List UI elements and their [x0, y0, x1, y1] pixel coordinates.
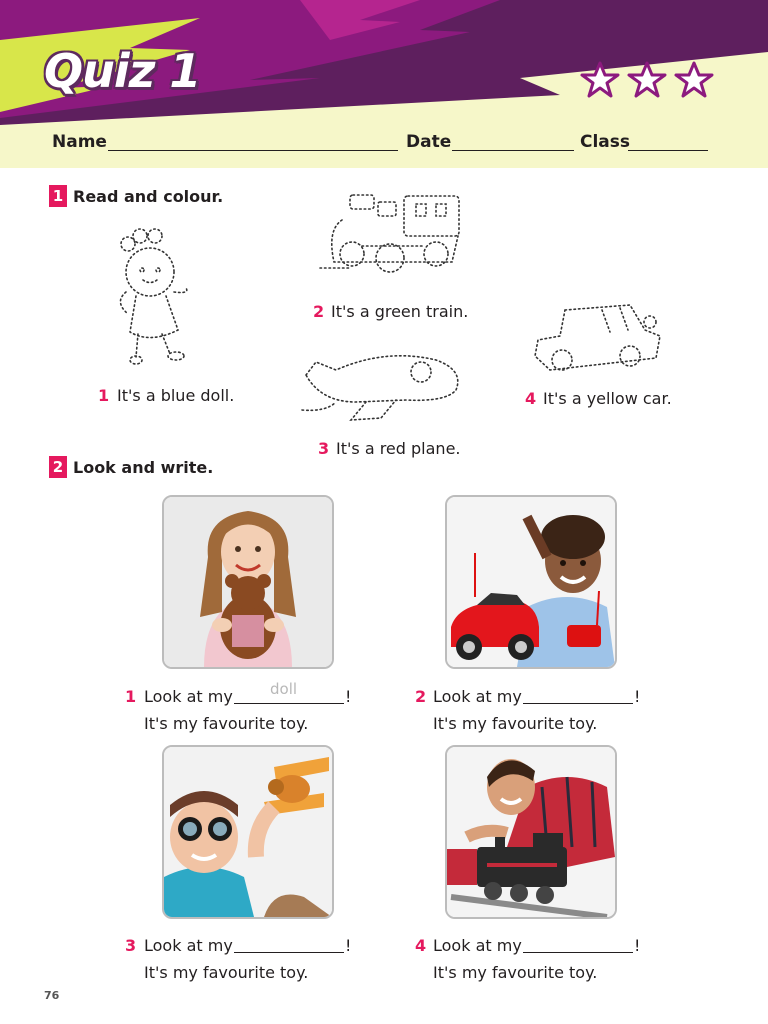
star-icon	[674, 60, 714, 100]
ex2-item-4-prompt: Look at my	[433, 936, 522, 955]
class-field[interactable]	[628, 150, 708, 151]
ex1-item-2-number: 2	[313, 302, 325, 321]
ex1-item-1-number: 1	[98, 386, 110, 405]
ex2-item-3-prompt: Look at my	[144, 936, 233, 955]
ex1-item-3-text: It's a red plane.	[336, 439, 461, 458]
ex1-item-4-number: 4	[525, 389, 537, 408]
ex2-item-2-end: !	[634, 687, 641, 706]
ex2-item-2-number: 2	[415, 687, 427, 706]
exercise-1-number: 1	[49, 185, 67, 207]
ex2-item-2-prompt: Look at my	[433, 687, 522, 706]
ex1-item-4-text: It's a yellow car.	[543, 389, 672, 408]
exercise-2-number: 2	[49, 456, 67, 478]
child-with-plane-photo	[162, 745, 334, 919]
boy-with-train-photo	[445, 745, 617, 919]
class-label: Class	[580, 132, 631, 152]
ex2-item-4-answer-field[interactable]	[523, 952, 633, 953]
exercise-2-instruction: Look and write.	[73, 458, 214, 477]
ex2-item-2-answer-field[interactable]	[523, 703, 633, 704]
ex1-item-1-text: It's a blue doll.	[117, 386, 235, 405]
name-label: Name	[52, 132, 107, 152]
ex2-item-4-end: !	[634, 936, 641, 955]
ex2-item-1-number: 1	[125, 687, 137, 706]
ex1-item-3-number: 3	[318, 439, 330, 458]
ex2-item-3-line2: It's my favourite toy.	[144, 963, 309, 982]
ex2-item-4-line2: It's my favourite toy.	[433, 963, 598, 982]
doll-outline-icon[interactable]	[100, 222, 210, 372]
ex2-item-3-end: !	[345, 936, 352, 955]
name-field[interactable]	[108, 150, 398, 151]
date-label: Date	[406, 132, 452, 152]
exercise-1-instruction: Read and colour.	[73, 187, 224, 206]
ex2-item-4-number: 4	[415, 936, 427, 955]
girl-with-doll-photo	[162, 495, 334, 669]
car-outline-icon[interactable]	[530, 300, 665, 382]
ex2-item-2-line2: It's my favourite toy.	[433, 714, 598, 733]
quiz-title: Quiz 1	[44, 44, 201, 98]
ex2-item-1-line2: It's my favourite toy.	[144, 714, 309, 733]
ex2-item-1-prompt: Look at my	[144, 687, 233, 706]
star-icon	[580, 60, 620, 100]
ex2-item-1-answer-field[interactable]	[234, 703, 344, 704]
ex2-item-3-answer-field[interactable]	[234, 952, 344, 953]
train-outline-icon[interactable]	[312, 190, 467, 290]
boy-with-red-car-photo	[445, 495, 617, 669]
ex2-item-1-end: !	[345, 687, 352, 706]
plane-outline-icon[interactable]	[296, 340, 471, 425]
page-number: 76	[44, 989, 60, 1002]
ex2-item-3-number: 3	[125, 936, 137, 955]
star-icon	[627, 60, 667, 100]
ex1-item-2-text: It's a green train.	[331, 302, 469, 321]
ex2-item-1-answer: doll	[270, 680, 298, 698]
date-field[interactable]	[452, 150, 574, 151]
